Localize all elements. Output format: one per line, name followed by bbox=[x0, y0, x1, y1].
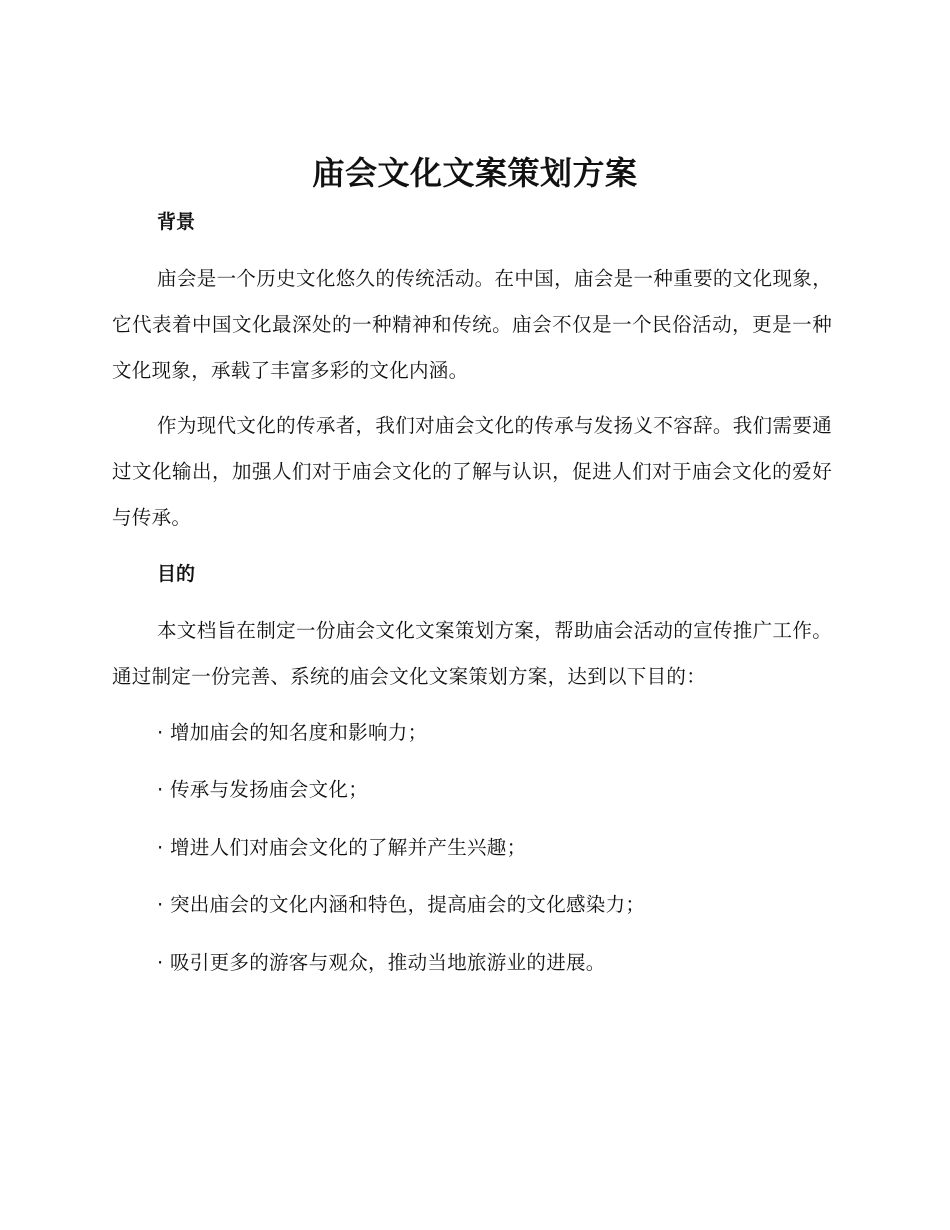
section-heading-background: 背景 bbox=[157, 211, 196, 233]
paragraph: 庙会是一个历史文化悠久的传统活动。在中国，庙会是一种重要的文化现象，它代表着中国文化最深处的一种精神和传统。庙会不仅是一个民俗活动，更是一种文化现象，承载了丰富多彩的文化内涵。 bbox=[112, 267, 832, 382]
list-item: · 突出庙会的文化内涵和特色，提高庙会的文化感染力； bbox=[157, 893, 646, 916]
list-item: · 传承与发扬庙会文化； bbox=[157, 778, 368, 801]
list-item: · 增进人们对庙会文化的了解并产生兴趣； bbox=[157, 836, 527, 859]
paragraph: 本文档旨在制定一份庙会文化文案策划方案，帮助庙会活动的宣传推广工作。通过制定一份完善、系统的庙会文化文案策划方案，达到以下目的： bbox=[112, 619, 832, 688]
list-item: · 吸引更多的游客与观众，推动当地旅游业的进展。 bbox=[157, 951, 606, 974]
paragraph: 作为现代文化的传承者，我们对庙会文化的传承与发扬义不容辞。我们需要通过文化输出，加强人们对于庙会文化的了解与认识，促进人们对于庙会文化的爱好与传承。 bbox=[112, 414, 832, 529]
list-item: · 增加庙会的知名度和影响力； bbox=[157, 721, 428, 744]
document-title: 庙会文化文案策划方案 bbox=[312, 154, 638, 192]
section-heading-purpose: 目的 bbox=[157, 563, 196, 585]
